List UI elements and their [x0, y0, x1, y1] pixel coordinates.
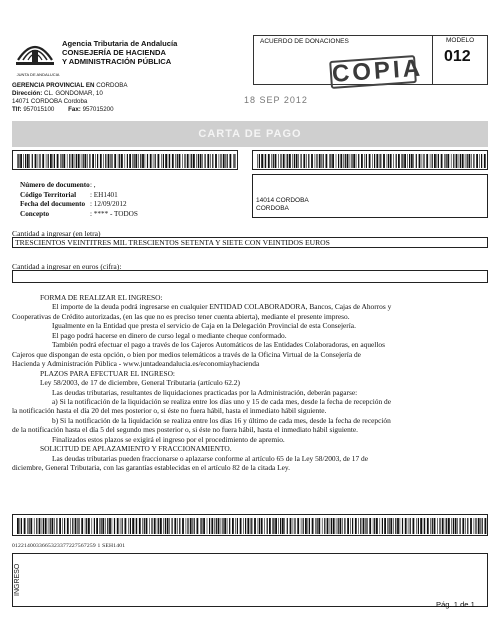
instruction-line: a) Si la notificación de la liquidación se realiza entre los días uno y 15 de cada mes, desde la fecha de recepción de [52, 396, 392, 406]
instruction-line: El pago podrá hacerse en dinero de curso legal o mediante cheque conformado. [52, 330, 287, 340]
barcode-caption: 0122140033665323377227567259 1 SEH1401 [12, 543, 126, 549]
cantidad-euros-box [12, 270, 488, 283]
field-row: Número de documento: , [20, 181, 96, 189]
barcode-right [252, 150, 488, 170]
instruction-line: Las deudas tributarias, resultantes de liquidaciones practicadas por la Administración, deberán pagarse: [52, 387, 358, 397]
field-row: Código Territorial : EH1401 [20, 190, 118, 199]
acuerdo-label: ACUERDO DE DONACIONES [260, 38, 349, 45]
gerencia-block [12, 82, 128, 114]
cantidad-euros-label: Cantidad a ingresar en euros (cifra): [12, 262, 122, 271]
ingreso-box [12, 553, 488, 607]
page-number: Pág. 1 de 1 [436, 600, 475, 609]
instruction-line: la notificación hasta el día 20 del mes posterior o, si éste no fuera hábil, hasta el inmediato hábil siguiente. [12, 406, 327, 416]
field-row: Concepto : **** - TODOS [20, 209, 138, 218]
direccion-line: Dirección: CL. GONDOMAR, 10 [12, 90, 103, 97]
banner-title: CARTA DE PAGO [198, 128, 302, 140]
instruction-line: PLAZOS PARA EFECTUAR EL INGRESO: [40, 368, 175, 378]
modelo-label: MODELO [446, 37, 475, 44]
agency-line-1: Agencia Tributaria de Andalucía [62, 39, 178, 48]
instruction-line: El importe de la deuda podrá ingresarse en cualquier ENTIDAD COLABORADORA, Bancos, Cajas de Ahorros y [52, 302, 392, 312]
instruction-line: Hacienda y Administración Pública - www.juntadeandalucia.es/economiayhacienda [12, 359, 260, 369]
document-fields [20, 174, 240, 218]
cantidad-letra-label: Cantidad a ingresar (en letra) [12, 229, 101, 238]
instructions-text [12, 293, 488, 473]
cantidad-letra-value: TRESCIENTOS VEINTITRES MIL TRESCIENTOS SETENTA Y SIETE CON VEINTIDOS EUROS [12, 237, 488, 248]
gerencia-line: GERENCIA PROVINCIAL EN CORDOBA [12, 82, 128, 89]
instruction-line: Cooperativas de Crédito autorizadas, (en las que no es preciso tener cuenta abierta), mediante el presente impreso. [12, 311, 350, 321]
recipient-address [256, 197, 309, 213]
agency-name [62, 39, 177, 66]
date-stamp: 18 SEP 2012 [244, 95, 308, 105]
agency-line-2: CONSEJERÍA DE HACIENDA [62, 48, 166, 57]
instruction-line: Finalizados estos plazos se exigirá el ingreso por el procedimiento de apremio. [52, 434, 285, 444]
field-row: Fecha del documento : 12/09/2012 [20, 200, 127, 208]
ingreso-label: INGRESO [14, 563, 21, 597]
copia-stamp: COPIA [331, 54, 424, 88]
instruction-line: FORMA DE REALIZAR EL INGRESO: [40, 293, 163, 302]
instruction-line: Las deudas tributarias pueden fraccionarse o aplazarse conforme al artículo 65 de la Ley 58/2003, de 17 de [52, 453, 369, 463]
address-line-1: 14014 CORDOBA [256, 197, 309, 204]
modelo-number: 012 [444, 48, 471, 65]
logo-caption: JUNTA DE ANDALUCIA [16, 72, 60, 77]
instruction-line: de la notificación hasta el día 5 del segundo mes posterior o, si éste no fuera hábil, hasta el inmediato hábil siguiente. [12, 425, 359, 435]
phone-line: Tlf: 957015100 Fax: 957015200 [12, 106, 114, 113]
instruction-line: Cajeros que dispongan de esta opción, o bien por medios telemáticos a través de la Oficina Virtual de la Consejería de [12, 349, 361, 359]
instruction-line: diciembre, General Tributaria, con las garantías establecidas en el artículo 82 de la citada Ley. [12, 463, 290, 473]
instruction-line: Ley 58/2003, de 17 de diciembre, General Tributaria (artículo 62.2) [40, 378, 240, 388]
barcode-bottom [12, 514, 488, 536]
cp-line: 14071 CORDOBA Cordoba [12, 98, 88, 105]
address-line-2: CORDOBA [256, 205, 289, 212]
instruction-line: Igualmente en la Entidad que presta el servicio de Caja en la Delegación Provincial de esta Consejería. [52, 321, 356, 331]
instruction-line: SOLICITUD DE APLAZAMIENTO Y FRACCIONAMIENTO. [40, 444, 232, 454]
junta-de-andalucia-logo [12, 30, 58, 72]
agency-line-3: Y ADMINISTRACIÓN PÚBLICA [62, 57, 172, 66]
instruction-line: También podrá efectuar el pago a través de los Cajeros Automáticos de las Entidades Colaboradoras, en aquellos [52, 340, 385, 350]
barcode-left [12, 150, 238, 170]
instruction-line: b) Si la notificación de la liquidación se realiza entre los días 16 y último de cada mes, desde la fecha de recepción [52, 415, 391, 425]
